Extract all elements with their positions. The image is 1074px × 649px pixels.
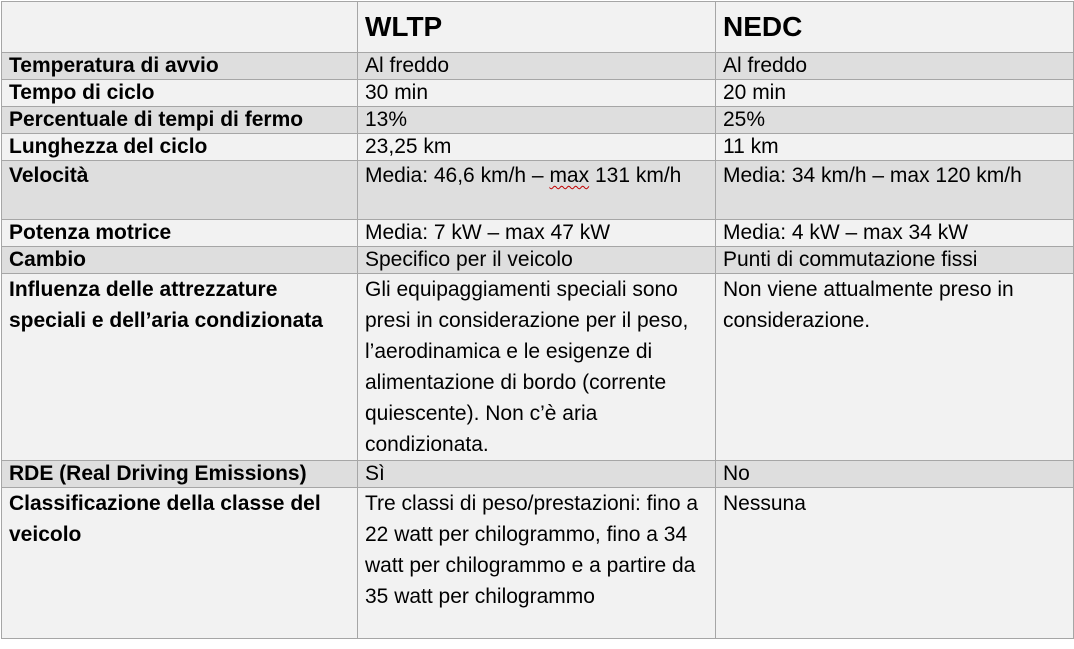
nedc-cell: Media: 4 kW – max 34 kW	[716, 220, 1074, 247]
wltp-cell: 23,25 km	[358, 134, 716, 161]
wltp-speed-suffix: 131 km/h	[589, 164, 682, 187]
table-row	[2, 161, 1074, 220]
wltp-cell: Specifico per il veicolo	[358, 247, 716, 274]
table-row	[2, 134, 1074, 161]
table-row	[2, 53, 1074, 80]
row-label: Classificazione della classe del veicolo	[2, 488, 358, 639]
table-row	[2, 107, 1074, 134]
nedc-cell: 11 km	[716, 134, 1074, 161]
table-row	[2, 247, 1074, 274]
row-label: Lunghezza del ciclo	[2, 134, 358, 161]
nedc-cell: Media: 34 km/h – max 120 km/h	[716, 161, 1074, 220]
row-label: Percentuale di tempi di fermo	[2, 107, 358, 134]
wltp-cell: Al freddo	[358, 53, 716, 80]
nedc-cell: No	[716, 461, 1074, 488]
row-label: RDE (Real Driving Emissions)	[2, 461, 358, 488]
nedc-cell: Nessuna	[716, 488, 1074, 639]
wltp-speed-prefix: Media: 46,6 km/h –	[365, 164, 550, 187]
row-label: Cambio	[2, 247, 358, 274]
wltp-cell: Gli equipaggiamenti speciali sono presi in considerazione per il peso, l’aerodinamica e le esigenze di alimentazione di bordo (corrente quiescente). Non c’è aria condizionata.	[358, 274, 716, 461]
table-row	[2, 274, 1074, 461]
table-row	[2, 80, 1074, 107]
header-wltp: WLTP	[358, 2, 716, 53]
row-label: Temperatura di avvio	[2, 53, 358, 80]
wltp-cell: Sì	[358, 461, 716, 488]
table-row	[2, 488, 1074, 639]
table-header-row	[2, 2, 1074, 53]
row-label: Tempo di ciclo	[2, 80, 358, 107]
wltp-cell	[358, 161, 716, 220]
row-label: Influenza delle attrezzature speciali e dell’aria condizionata	[2, 274, 358, 461]
table-row	[2, 461, 1074, 488]
row-label: Potenza motrice	[2, 220, 358, 247]
wltp-cell: 30 min	[358, 80, 716, 107]
nedc-cell: Non viene attualmente preso in considerazione.	[716, 274, 1074, 461]
table-row	[2, 220, 1074, 247]
nedc-cell: 20 min	[716, 80, 1074, 107]
row-label: Velocità	[2, 161, 358, 220]
nedc-cell: Al freddo	[716, 53, 1074, 80]
wltp-cell: 13%	[358, 107, 716, 134]
wltp-cell: Media: 7 kW – max 47 kW	[358, 220, 716, 247]
header-corner-cell	[2, 2, 358, 53]
nedc-cell: Punti di commutazione fissi	[716, 247, 1074, 274]
spellcheck-flagged-word: max	[549, 164, 590, 187]
header-nedc: NEDC	[716, 2, 1074, 53]
nedc-cell: 25%	[716, 107, 1074, 134]
comparison-table	[1, 1, 1074, 639]
wltp-cell: Tre classi di peso/prestazioni: fino a 22 watt per chilogrammo, fino a 34 watt per chilogrammo e a partire da 35 watt per chilogrammo	[358, 488, 716, 639]
